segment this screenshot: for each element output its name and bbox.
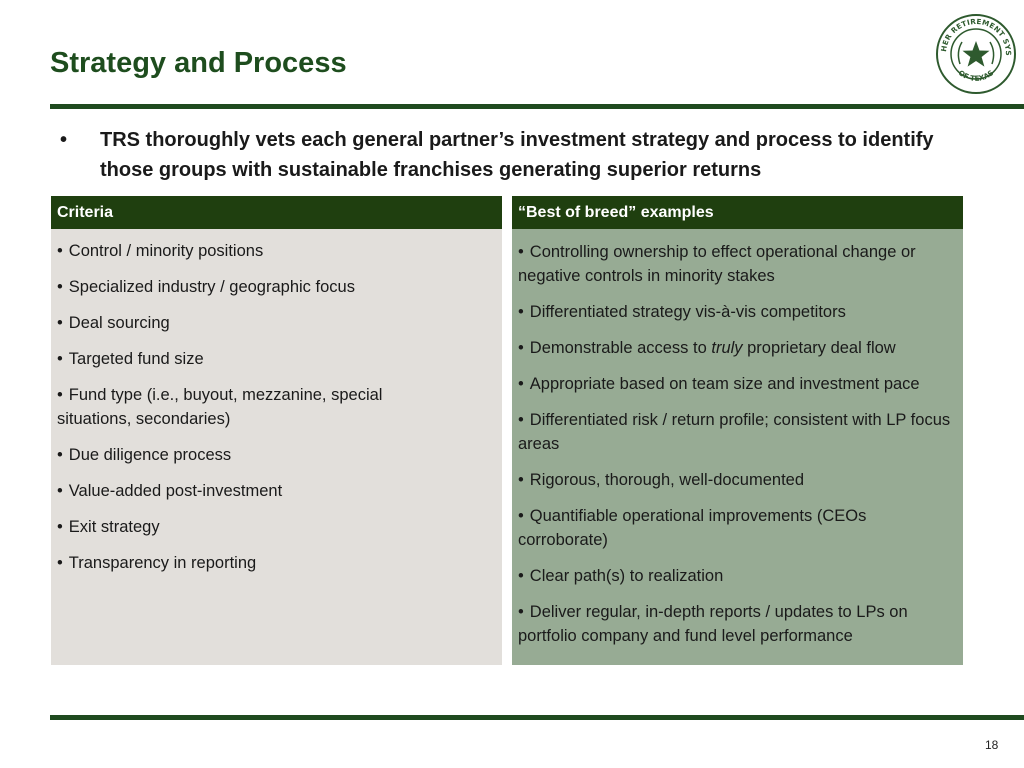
bullet-point-icon: • (518, 339, 524, 357)
bullet-point-icon: • (518, 375, 524, 393)
criteria-item-text: Control / minority positions (68, 242, 264, 260)
example-item (518, 468, 955, 492)
example-item-text: Deliver regular, in-depth reports / updates to LPs on portfolio company and fund level performance (518, 603, 908, 645)
criteria-list (51, 229, 502, 575)
criteria-item (57, 479, 492, 503)
criteria-item-text: Due diligence process (68, 446, 232, 464)
criteria-item-text: Transparency in reporting (68, 554, 257, 572)
criteria-item-text: Value-added post-investment (68, 482, 283, 500)
example-item (518, 300, 955, 324)
bullet-point-icon: • (518, 243, 524, 261)
bullet-point-icon: • (57, 314, 63, 332)
criteria-item (57, 347, 492, 371)
example-item-text: Clear path(s) to realization (529, 567, 724, 585)
example-item-text: Appropriate based on team size and investment pace (529, 375, 920, 393)
example-item-text: Rigorous, thorough, well-documented (529, 471, 805, 489)
bullet-point-icon: • (57, 278, 63, 296)
slide-title: Strategy and Process (50, 47, 347, 79)
criteria-header: Criteria (51, 196, 502, 229)
example-item-text: Differentiated strategy vis-à-vis competitors (529, 303, 846, 321)
example-item-text: Demonstrable access to (529, 339, 712, 357)
trs-seal-logo-icon (934, 12, 1018, 96)
main-bullet-text: TRS thoroughly vets each general partner’s investment strategy and process to identify those groups with sustainable franchises generating superior returns (100, 129, 934, 181)
examples-list (512, 229, 963, 648)
example-item (518, 600, 955, 648)
criteria-item (57, 275, 492, 299)
seal-graphic (934, 12, 1018, 96)
seal-bottom-text: OF TEXAS (956, 68, 996, 83)
example-item-text: Differentiated risk / return profile; consistent with LP focus areas (518, 411, 951, 453)
page-number: 18 (985, 738, 999, 752)
examples-header: “Best of breed” examples (512, 196, 963, 229)
bullet-point-icon: • (60, 129, 68, 151)
criteria-item-text: Targeted fund size (68, 350, 204, 368)
criteria-item-text: Exit strategy (68, 518, 160, 536)
main-bullet (60, 125, 960, 185)
bullet-point-icon: • (57, 386, 63, 404)
example-item-emphasis: truly (711, 339, 743, 357)
bullet-point-icon: • (57, 482, 63, 500)
bullet-point-icon: • (57, 350, 63, 368)
criteria-item (57, 239, 492, 263)
bullet-point-icon: • (57, 554, 63, 572)
example-item (518, 372, 955, 396)
criteria-panel (51, 196, 502, 665)
criteria-item-text: Deal sourcing (68, 314, 170, 332)
example-item (518, 564, 955, 588)
example-item (518, 336, 955, 360)
example-item (518, 408, 955, 456)
seal-top-text: HER RETIREMENT SYS (939, 16, 1014, 57)
example-item-text: proprietary deal flow (742, 339, 896, 357)
bullet-point-icon: • (518, 303, 524, 321)
example-item-text: Controlling ownership to effect operational change or negative controls in minority stakes (518, 243, 916, 285)
bullet-point-icon: • (518, 507, 524, 525)
criteria-item-text: Fund type (i.e., buyout, mezzanine, special situations, secondaries) (57, 386, 383, 428)
bullet-point-icon: • (518, 471, 524, 489)
criteria-item (57, 443, 492, 467)
criteria-item (57, 515, 492, 539)
top-divider-rule (50, 104, 1024, 109)
example-item (518, 240, 955, 288)
criteria-item (57, 383, 492, 431)
bullet-point-icon: • (57, 242, 63, 260)
bullet-point-icon: • (518, 603, 524, 621)
bullet-point-icon: • (57, 518, 63, 536)
bullet-point-icon: • (57, 446, 63, 464)
bottom-divider-rule (50, 715, 1024, 720)
example-item-text: Quantifiable operational improvements (CEOs corroborate) (518, 507, 867, 549)
bullet-point-icon: • (518, 567, 524, 585)
criteria-item (57, 311, 492, 335)
criteria-item-text: Specialized industry / geographic focus (68, 278, 355, 296)
example-item (518, 504, 955, 552)
examples-panel (512, 196, 963, 665)
bullet-point-icon: • (518, 411, 524, 429)
criteria-item (57, 551, 492, 575)
